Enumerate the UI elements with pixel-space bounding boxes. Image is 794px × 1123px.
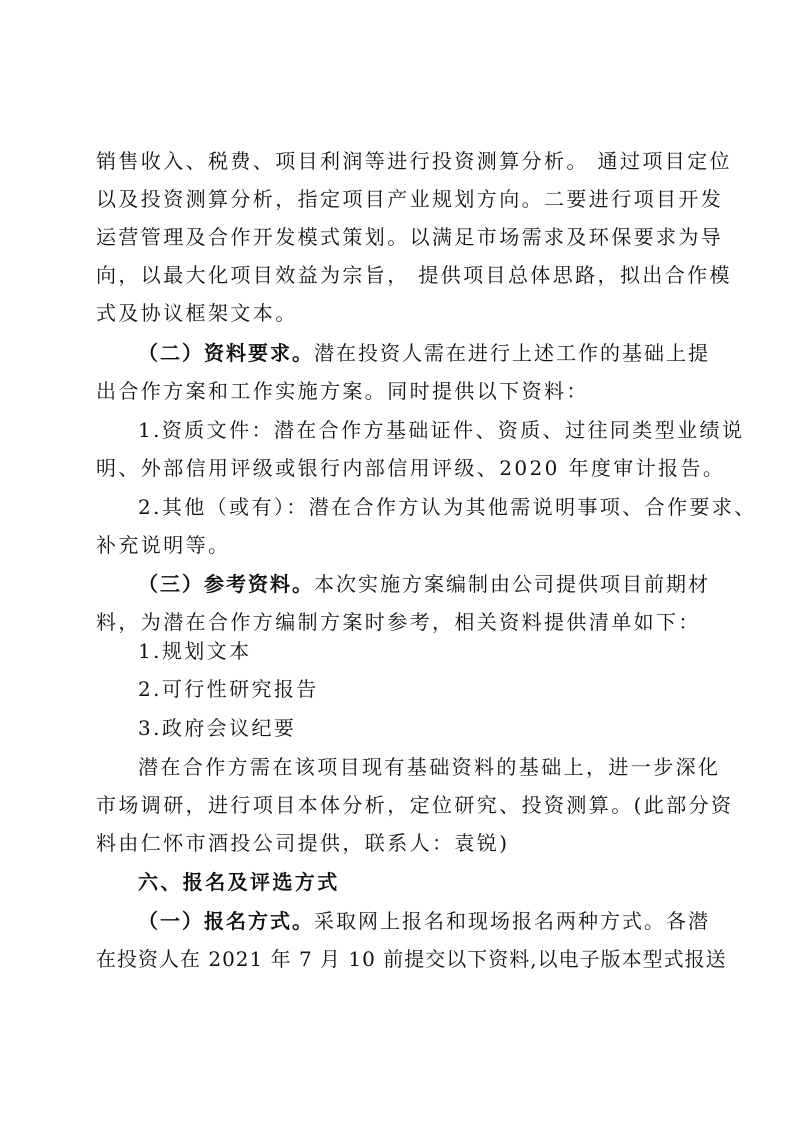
text-span: 采取网上报名和现场报名两种方式。各潜 xyxy=(314,909,710,933)
list-item: 3.政府会议纪要 xyxy=(138,716,297,740)
text-line: 2.其他（或有）：潜在合作方认为其他需说明事项、合作要求、 xyxy=(138,495,757,519)
text-line: 向，以最大化项目效益为宗旨， 提供项目总体思路，拟出合作模 xyxy=(96,263,732,287)
text-line: 料，为潜在合作方编制方案时参考，相关资料提供清单如下： xyxy=(96,610,701,634)
paragraph-line xyxy=(138,902,710,940)
list-item: 1.规划文本 xyxy=(138,639,252,663)
text-line: 料由仁怀市酒投公司提供，联系人：袁锐) xyxy=(96,831,510,855)
text-span: 本次实施方案编制由公司提供项目前期材 xyxy=(314,572,710,596)
text-line: 式及协议框架文本。 xyxy=(96,301,298,325)
paragraph-line xyxy=(138,334,710,372)
text-line: 补充说明等。 xyxy=(96,533,231,557)
text-span: 潜在投资人需在进行上述工作的基础上提 xyxy=(314,341,710,365)
section-heading: 六、报名及评选方式 xyxy=(138,870,340,894)
text-line: 潜在合作方需在该项目现有基础资料的基础上，进一步深化 xyxy=(138,755,721,779)
subheading: （二）资料要求。 xyxy=(138,341,314,365)
text-line: 出合作方案和工作实施方案。同时提供以下资料： xyxy=(96,379,589,403)
subheading: （三）参考资料。 xyxy=(138,572,314,596)
paragraph-line xyxy=(138,565,710,603)
subheading: （一）报名方式。 xyxy=(138,909,314,933)
text-line: 运营管理及合作开发模式策划。以满足市场需求及环保要求为导 xyxy=(96,225,724,249)
text-line: 明、外部信用评级或银行内部信用评级、2020 年度审计报告。 xyxy=(96,456,726,480)
text-line: 市场调研，进行项目本体分析，定位研究、投资测算。(此部分资 xyxy=(96,793,734,817)
list-item: 2.可行性研究报告 xyxy=(138,677,319,701)
text-line: 在投资人在 2021 年 7 月 10 前提交以下资料,以电子版本型式报送 xyxy=(96,947,727,971)
text-line: 以及投资测算分析，指定项目产业规划方向。二要进行项目开发 xyxy=(96,187,724,211)
text-line: 销售收入、税费、项目利润等进行投资测算分析。 通过项目定位 xyxy=(96,149,732,173)
text-line: 1.资质文件：潜在合作方基础证件、资质、过往同类型业绩说 xyxy=(138,418,745,442)
